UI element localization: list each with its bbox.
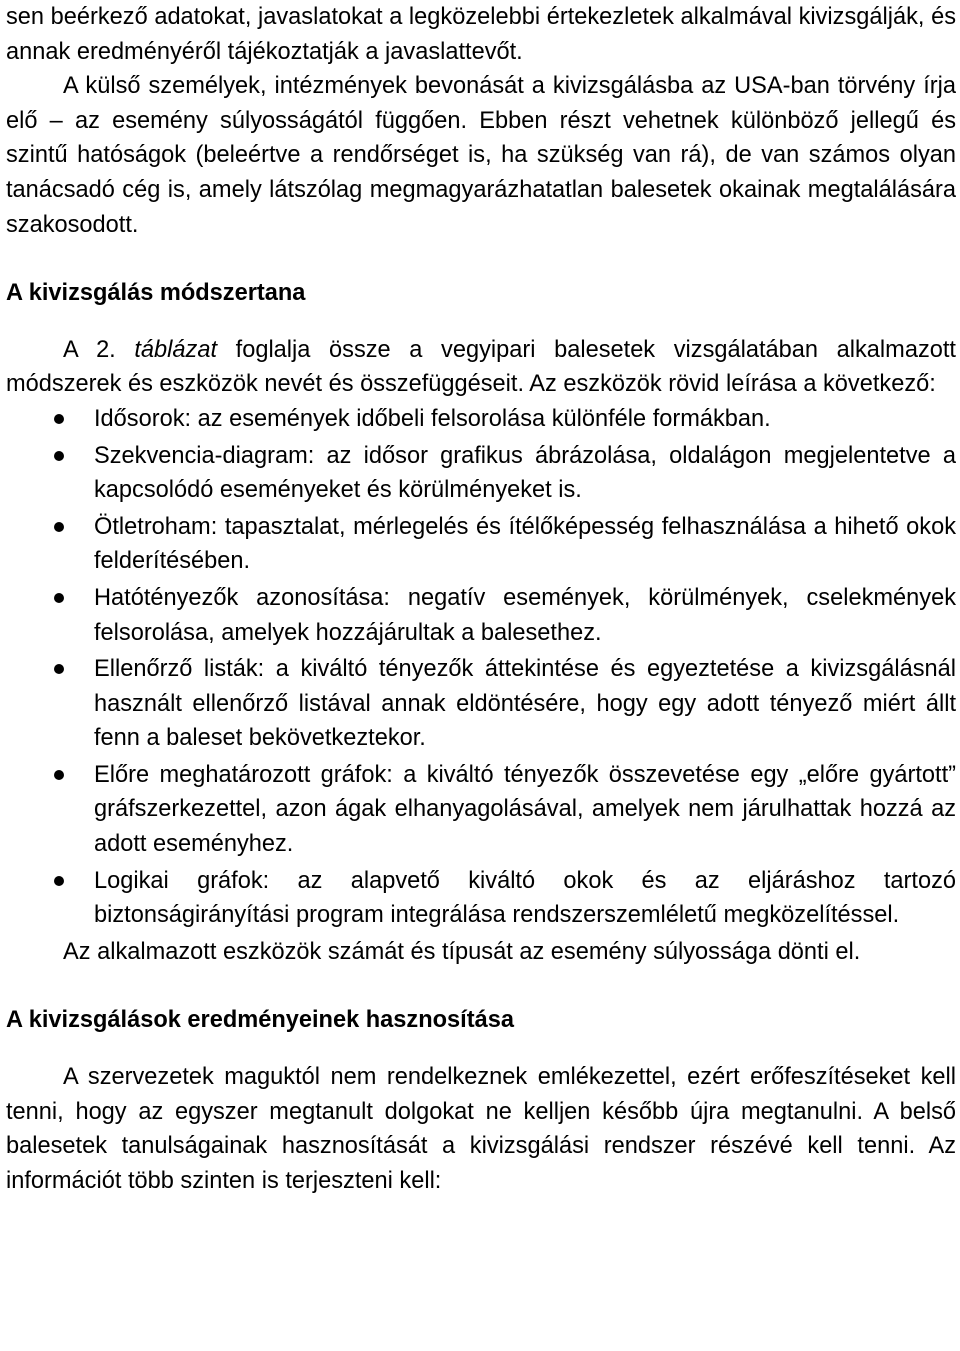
list-item	[6, 439, 956, 508]
bullet-icon	[54, 522, 64, 532]
list-item-text: Logikai gráfok: az alapvető kiváltó okok és az eljáráshoz tartozó biztonságirányítási program integrálása rendszerszemléletű megközelítéssel.	[94, 867, 956, 929]
list-item-text: Előre meghatározott gráfok: a kiváltó tényezők összevetése egy „előre gyártott” gráfszerkezettel, azon ágak elhanyagolásával, amelyek nem járulhattak hozzá az adott eseményhez.	[94, 761, 956, 858]
bullet-icon	[54, 664, 64, 674]
list-item	[6, 758, 956, 862]
utilization-paragraph: A szervezetek maguktól nem rendelkeznek emlékezettel, ezért erőfeszítéseket kell tenni, hogy az egyszer megtanult dolgokat ne kelljen később újra megtanulni. A belső balesetek tanulságainak hasznosítását a kivizsgálási rendszer részévé kell tenni. Az információt több szinten is terjeszteni kell:	[6, 1064, 956, 1194]
methodology-closing-paragraph: Az alkalmazott eszközök számát és típusát az esemény súlyossága dönti el.	[63, 938, 861, 965]
list-item	[6, 864, 956, 933]
list-item-text: Ötletroham: tapasztalat, mérlegelés és ítélőképesség felhasználása a hihető okok felderítésében.	[94, 513, 956, 575]
methodology-heading: A kivizsgálás módszertana	[6, 280, 306, 307]
list-item-text: Idősorok: az események időbeli felsorolása különféle formákban.	[94, 405, 771, 432]
list-item-text: Szekvencia-diagram: az idősor grafikus ábrázolása, oldalágon megjelentetve a kapcsolódó eseményeket és körülményeket is.	[94, 442, 956, 504]
bullet-icon	[54, 770, 64, 780]
list-item	[6, 652, 956, 756]
bullet-icon	[54, 876, 64, 886]
intro-paragraph: sen beérkező adatokat, javaslatokat a legközelebbi értekezletek alkalmával kivizsgálják, és annak eredményéről tájékoztatják a javaslattevőt.	[6, 4, 956, 65]
tools-list	[6, 402, 956, 933]
external-persons-paragraph: A külső személyek, intézmények bevonását a kivizsgálásba az USA-ban törvény írja elő – az esemény súlyosságától függően. Ebben részt vehetnek különböző jellegű és szintű hatóságok (beleértve a rendőrséget is, ha szükség van rá), de van számos olyan tanácsadó cég is, amely látszólag megmagyarázhatatlan balesetek okainak megtalálására szakosodott.	[6, 73, 956, 238]
methodology-lead-paragraph	[6, 333, 956, 402]
list-item	[6, 402, 956, 437]
bullet-icon	[54, 414, 64, 424]
list-item-text: Hatótényezők azonosítása: negatív események, körülmények, cselekmények felsorolása, amelyek hozzájárultak a balesethez.	[94, 584, 956, 646]
bullet-icon	[54, 593, 64, 603]
lead-table-ref: táblázat	[134, 336, 218, 363]
lead-prefix: A 2.	[63, 336, 135, 363]
list-item-text: Ellenőrző listák: a kiváltó tényezők áttekintése és egyeztetése a kivizsgálásnál használt ellenőrző listával annak eldöntésére, hogy egy adott tényező miért állt fenn a baleset bekövetkeztekor.	[94, 656, 956, 752]
list-item	[6, 510, 956, 579]
lead-suffix: foglalja össze a vegyipari balesetek vizsgálatában alkalmazott módszerek és eszközök nevét és összefüggéseit. Az eszközök rövid leírása a következő:	[6, 336, 956, 398]
utilization-heading: A kivizsgálások eredményeinek hasznosítása	[6, 1007, 514, 1034]
list-item	[6, 581, 956, 650]
bullet-icon	[54, 451, 64, 461]
